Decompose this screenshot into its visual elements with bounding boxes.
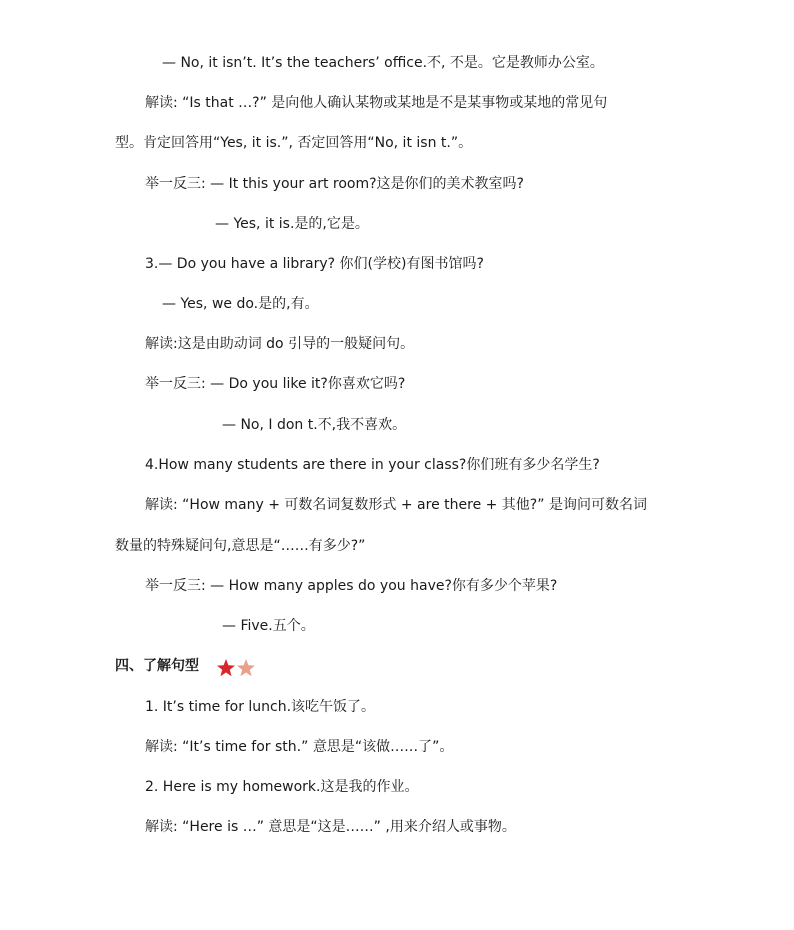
rating-stars — [216, 658, 256, 678]
example-question: 举一反三: — It this your art room?这是你们的美术教室吗? — [145, 176, 524, 192]
sentence-1: 1. It’s time for lunch.该吃午饭了。 — [145, 699, 376, 715]
example-question: 举一反三: — Do you like it?你喜欢它吗? — [145, 376, 406, 392]
explanation-line: 解读: “Is that …?” 是向他人确认某物或某地是不是某事物或某地的常见句 — [145, 95, 608, 111]
answer-line: — No, it isn’t. It’s the teachers’ office.不, 不是。它是教师办公室。 — [162, 55, 604, 71]
sentence-3-question: 3.— Do you have a library? 你们(学校)有图书馆吗? — [145, 256, 484, 272]
explanation-continuation: 型。肯定回答用“Yes, it is.”, 否定回答用“No, it isn t.”。 — [115, 135, 473, 151]
example-question: 举一反三: — How many apples do you have?你有多少个苹果? — [145, 578, 558, 594]
section-heading — [115, 656, 256, 678]
half-star-icon — [237, 659, 255, 676]
example-answer: — Five.五个。 — [222, 618, 315, 634]
example-answer: — Yes, it is.是的,它是。 — [215, 216, 369, 232]
full-star-icon — [217, 659, 235, 676]
explanation-line: 解读:这是由助动词 do 引导的一般疑问句。 — [145, 336, 415, 352]
star-rating-icon — [216, 658, 256, 678]
example-answer: — No, I don t.不,我不喜欢。 — [222, 417, 407, 433]
explanation-line: 解读: “How many + 可数名词复数形式 + are there + 其他?” 是询问可数名词 — [145, 497, 647, 513]
sentence-4-question: 4.How many students are there in your class?你们班有多少名学生? — [145, 457, 600, 473]
explanation-continuation: 数量的特殊疑问句,意思是“……有多少?” — [115, 538, 366, 554]
explanation-line: 解读: “Here is …” 意思是“这是……” ,用来介绍人或事物。 — [145, 819, 516, 835]
sentence-2: 2. Here is my homework.这是我的作业。 — [145, 779, 419, 795]
section-title: 四、了解句型 — [115, 658, 199, 674]
sentence-3-answer: — Yes, we do.是的,有。 — [162, 296, 319, 312]
explanation-line: 解读: “It’s time for sth.” 意思是“该做……了”。 — [145, 739, 454, 755]
